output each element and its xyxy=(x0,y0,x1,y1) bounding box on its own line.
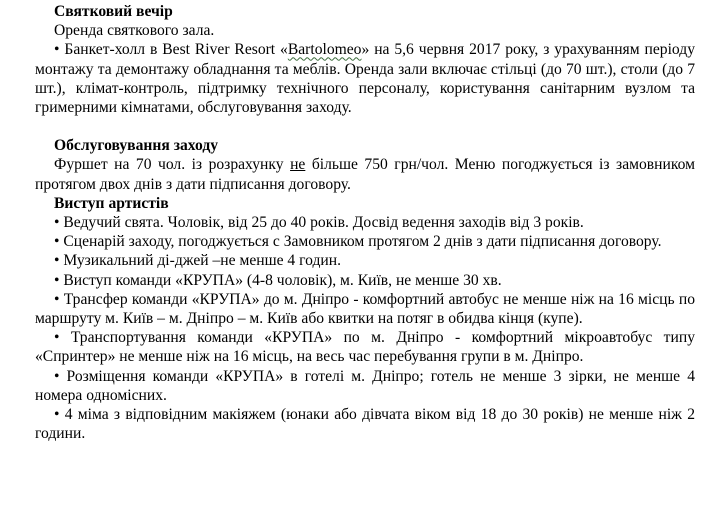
artist-item-scenario: • Сценарій заходу, погоджується с Замовником протягом 2 днів з дати підписання договору. xyxy=(54,233,662,251)
buffet-text-start: Фуршет на 70 чол. із розрахунку xyxy=(54,156,291,174)
section-spacer xyxy=(35,117,695,136)
buffet-text-underlined: не xyxy=(290,156,306,174)
artist-item-accommodation: • Розміщення команди «КРУПА» в готелі м. Дніпро; готель не менше 3 зірки, не менше 4 номера одномісних. xyxy=(35,367,695,404)
artist-item-transport: • Транспортування команди «КРУПА» по м. Дніпро - комфортний мікроавтобус типу «Спринтер» не менше ніж на 16 місць, на весь час перебування групи в м. Дніпро. xyxy=(35,329,695,366)
banquet-hall-paragraph xyxy=(35,40,695,117)
section-heading-catering: Обслуговування заходу xyxy=(54,137,218,155)
section-heading-artists: Виступ артистів xyxy=(54,194,169,212)
artist-item-dj: • Музикальний ді-джей –не менше 4 годин. xyxy=(54,252,341,270)
banquet-hall-text-rest: » на 5,6 червня 2017 року, з урахуванням періоду монтажу та демонтажу обладнання та меблів. Оренда зали включає стільці (до 70 шт.), столи (до 7 шт.), клімат-контроль, підтримку технічного персоналу, користування санітарним вузлом та гримерними кімнатами, обслуговування заходу. xyxy=(35,41,695,117)
artist-item-transfer: • Трансфер команди «КРУПА» до м. Дніпро - комфортний автобус не менше ніж на 16 місць по маршруту м. Київ – м. Дніпро – м. Київ або квитки на потяг в обидва кінця (купе). xyxy=(35,290,695,328)
buffet-text-rest: більше 750 грн/чол. Меню погоджується із замовником протягом двох днів з дати підписання договору. xyxy=(35,156,695,193)
banquet-hall-text-start: • Банкет-холл в Best River Resort « xyxy=(54,41,288,59)
venue-name-bartolomeo: Bartolomeo xyxy=(287,41,362,59)
document-body xyxy=(35,2,695,443)
artist-item-mimes: • 4 міма з відповідним макіяжем (юнаки або дівчата віком від 18 до 30 років) не менше ніж 2 години. xyxy=(35,406,695,443)
artist-item-host: • Ведучий свята. Чоловік, від 25 до 40 років. Досвід ведення заходів від 3 років. xyxy=(54,214,584,232)
hall-rental-lead: Оренда святкового зала. xyxy=(54,22,215,40)
section-heading-holiday-evening: Святковий вечір xyxy=(54,3,173,20)
buffet-paragraph xyxy=(35,155,695,193)
artist-item-krupa-performance: • Виступ команди «КРУПА» (4-8 чоловік), м. Київ, не менше 30 хв. xyxy=(54,271,502,289)
